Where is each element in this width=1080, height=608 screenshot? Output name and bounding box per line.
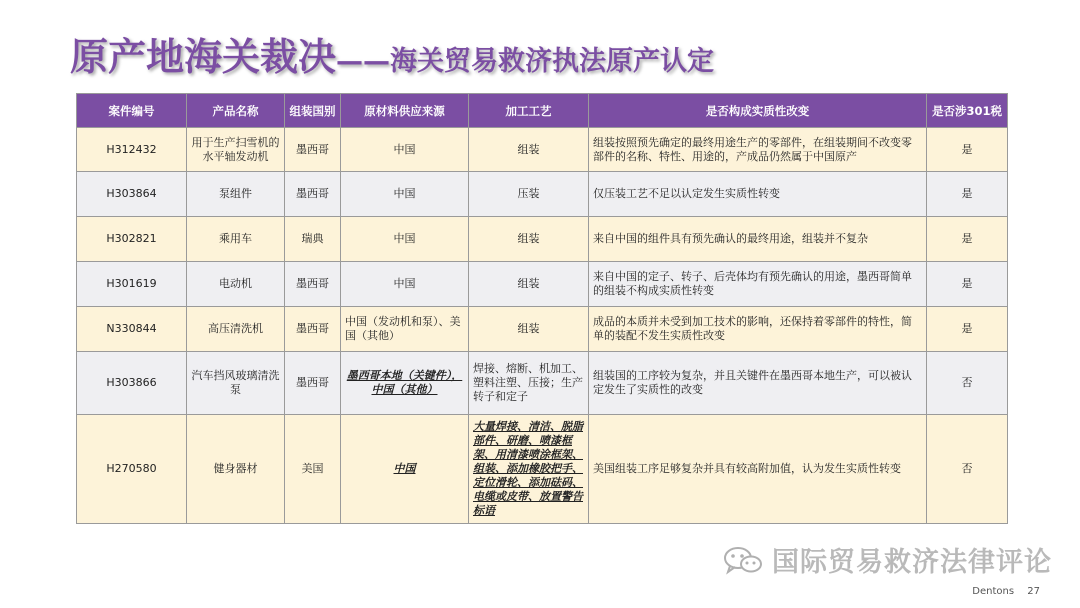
cell-process: 组装 <box>469 307 589 352</box>
table-row <box>77 415 1008 524</box>
wechat-icon <box>722 545 764 575</box>
cell-source: 中国 <box>341 128 469 172</box>
cell-source: 中国 <box>341 415 469 524</box>
cell-change: 仅压装工艺不足以认定发生实质性转变 <box>589 172 927 217</box>
cell-source: 中国（发动机和泵）、美国（其他） <box>341 307 469 352</box>
table-row <box>77 128 1008 172</box>
cell-product: 乘用车 <box>187 217 285 262</box>
cell-change: 来自中国的定子、转子、后壳体均有预先确认的用途，墨西哥简单的组装不构成实质性转变 <box>589 262 927 307</box>
header-product: 产品名称 <box>187 94 285 128</box>
title-sub: ——海关贸易救济执法原产认定 <box>336 46 715 77</box>
cell-case-id: H312432 <box>77 128 187 172</box>
cell-source: 中国 <box>341 262 469 307</box>
title-main: 原产地海关裁决 <box>70 35 337 79</box>
cell-process: 组装 <box>469 128 589 172</box>
table-row <box>77 172 1008 217</box>
cell-process: 压装 <box>469 172 589 217</box>
cell-product: 用于生产扫雪机的水平轴发动机 <box>187 128 285 172</box>
cell-country: 墨西哥 <box>285 172 341 217</box>
cell-source: 中国 <box>341 172 469 217</box>
header-country: 组装国别 <box>285 94 341 128</box>
cell-change: 来自中国的组件具有预先确认的最终用途，组装并不复杂 <box>589 217 927 262</box>
cell-country: 墨西哥 <box>285 307 341 352</box>
cell-source: 中国 <box>341 217 469 262</box>
cell-case-id: H302821 <box>77 217 187 262</box>
cell-country: 瑞典 <box>285 217 341 262</box>
cell-tax301: 否 <box>927 352 1008 415</box>
cell-source: 墨西哥本地（关键件），中国（其他） <box>341 352 469 415</box>
cell-case-id: H303864 <box>77 172 187 217</box>
cell-case-id: H303866 <box>77 352 187 415</box>
cell-country: 墨西哥 <box>285 128 341 172</box>
cell-tax301: 是 <box>927 128 1008 172</box>
cell-country: 墨西哥 <box>285 262 341 307</box>
page-number: 27 <box>1027 586 1040 597</box>
cell-change: 组装国的工序较为复杂，并且关键件在墨西哥本地生产，可以被认定发生了实质性的改变 <box>589 352 927 415</box>
cell-change: 组装按照预先确定的最终用途生产的零部件，在组装期间不改变零部件的名称、特性、用途的，产成品仍然属于中国原产 <box>589 128 927 172</box>
cell-change: 美国组装工序足够复杂并具有较高附加值，认为发生实质性转变 <box>589 415 927 524</box>
header-change: 是否构成实质性改变 <box>589 94 927 128</box>
cell-product: 汽车挡风玻璃清洗泵 <box>187 352 285 415</box>
page-title <box>70 26 714 78</box>
cell-tax301: 是 <box>927 217 1008 262</box>
cell-process: 组装 <box>469 262 589 307</box>
slide-footer <box>962 586 1040 597</box>
table-row <box>77 307 1008 352</box>
table-row <box>77 352 1008 415</box>
cell-tax301: 是 <box>927 307 1008 352</box>
cell-tax301: 是 <box>927 172 1008 217</box>
brand-name: 国际贸易救济法律评论 <box>772 547 1052 578</box>
table-header-row <box>77 94 1008 128</box>
cell-product: 电动机 <box>187 262 285 307</box>
header-process: 加工工艺 <box>469 94 589 128</box>
footer-brand <box>722 540 1052 579</box>
cell-tax301: 否 <box>927 415 1008 524</box>
cell-process: 组装 <box>469 217 589 262</box>
header-tax301: 是否涉301税 <box>927 94 1008 128</box>
cell-product: 高压清洗机 <box>187 307 285 352</box>
cell-product: 健身器材 <box>187 415 285 524</box>
cell-process: 焊接、熔断、机加工、塑料注塑、压接；生产转子和定子 <box>469 352 589 415</box>
cell-case-id: H270580 <box>77 415 187 524</box>
table-row <box>77 217 1008 262</box>
header-case-id: 案件编号 <box>77 94 187 128</box>
table-row <box>77 262 1008 307</box>
cell-process: 大量焊接、清洁、脱脂部件、研磨、喷漆框架、用清漆喷涂框架、组装、添加橡胶把手、定位滑轮、添加砝码、电缆或皮带、放置警告标语 <box>469 415 589 524</box>
cell-change: 成品的本质并未受到加工技术的影响，还保持着零部件的特性，简单的装配不发生实质性改变 <box>589 307 927 352</box>
cell-country: 美国 <box>285 415 341 524</box>
cell-case-id: H301619 <box>77 262 187 307</box>
cell-product: 泵组件 <box>187 172 285 217</box>
company-name: Dentons <box>972 586 1015 597</box>
rulings-table <box>76 93 1008 524</box>
cell-tax301: 是 <box>927 262 1008 307</box>
cell-case-id: N330844 <box>77 307 187 352</box>
header-source: 原材料供应来源 <box>341 94 469 128</box>
cell-country: 墨西哥 <box>285 352 341 415</box>
